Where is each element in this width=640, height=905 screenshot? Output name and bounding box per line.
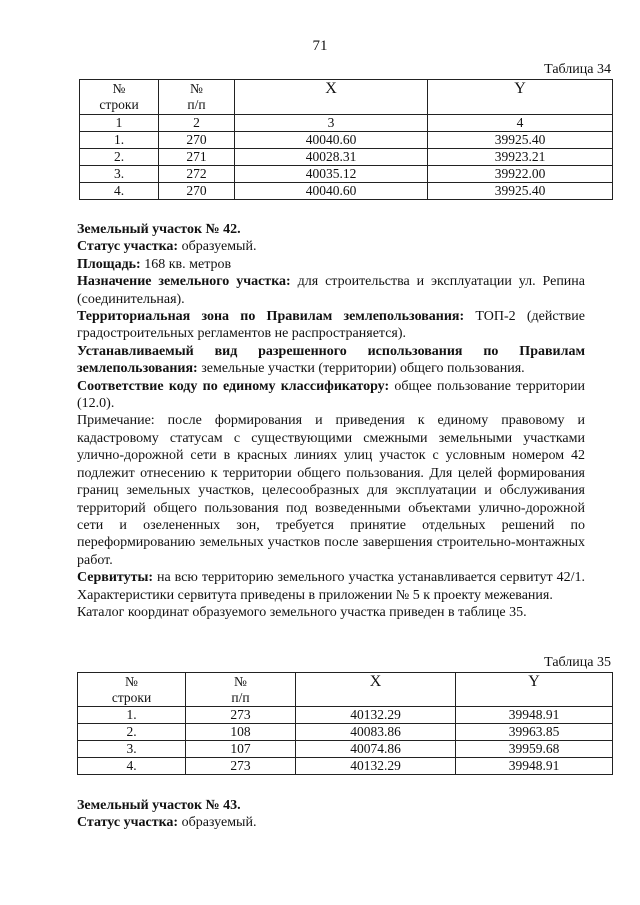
table-row [80,149,613,166]
table-row [78,724,613,741]
cell-point-number: 273 [186,758,296,775]
plot-42-use [77,343,585,378]
area-label: Площадь: [77,256,141,272]
index-cell: 4 [428,115,613,132]
header-y: Y [428,80,613,115]
cell-x: 40083.86 [296,724,456,741]
plot-42-note: Примечание: после формирования и приведения к единому правовому и кадастровому статусам с существующими смежными земельными участками улично-дорожной сети в красных линиях улиц участок с условным номером 42 подлежит отнесению к территории общего пользования. Для целей формирования границ земельных участков, целесообразных для эксплуатации и обслуживания территорий общего пользования под возведенными объектами улично-дорожной сети и озелененных зон, требуется принятие отдельных решений по переформированию земельных участков после завершения строительно-монтажных работ. [77,413,585,568]
table-34 [79,79,613,200]
classifier-value: общее пользование территории (12.0). [77,378,585,412]
servitude-label: Сервитуты: [77,570,154,586]
cell-row-number: 1. [78,707,186,724]
index-cell: 2 [159,115,235,132]
cell-point-number: 273 [186,707,296,724]
cell-y: 39959.68 [456,741,613,758]
cell-point-number: 271 [159,149,235,166]
header-y: Y [456,673,613,707]
plot-42-section [77,221,585,621]
cell-point-number: 108 [186,724,296,741]
header-row-number: № строки [78,673,186,707]
cell-x: 40040.60 [235,183,428,200]
plot-42-zone [77,308,585,343]
cell-point-number: 270 [159,132,235,149]
servitude-value: на всю территорию земельного участка устанавливается сервитут 42/1. Характеристики сервитута приведены в приложении № 5 к проекту межевания. [77,570,585,603]
table-35-caption: Таблица 35 [544,655,611,670]
header-point-number: № п/п [159,80,235,115]
cell-x: 40132.29 [296,758,456,775]
cell-x: 40035.12 [235,166,428,183]
purpose-value: для строительства и эксплуатации ул. Репина (соединительная). [77,274,586,307]
cell-row-number: 1. [80,132,159,149]
cell-row-number: 2. [80,149,159,166]
header-point-number: № п/п [186,673,296,707]
plot-42-area [77,256,585,273]
header-row-number: № строки [80,80,159,115]
zone-value: ТОП-2 (действие градостроительных регламентов не распространяется). [77,309,585,342]
index-cell: 1 [80,115,159,132]
page-number: 71 [312,38,328,54]
table-row [80,132,613,149]
cell-point-number: 272 [159,166,235,183]
header-x: X [235,80,428,115]
cell-row-number: 4. [78,758,186,775]
plot-43-status [77,814,585,831]
table-35-header-row [78,673,613,707]
area-value: 168 кв. метров [140,256,232,272]
cell-y: 39948.91 [456,707,613,724]
cell-y: 39948.91 [456,758,613,775]
cell-x: 40074.86 [296,741,456,758]
cell-y: 39922.00 [428,166,613,183]
plot-42-title: Земельный участок № 42. [77,222,241,237]
classifier-label: Соответствие коду по единому классификатору: [77,378,390,394]
table-34-header-row [80,80,613,115]
plot-43-section [77,797,585,832]
cell-point-number: 270 [159,183,235,200]
status-label: Статус участка: [77,815,179,831]
plot-42-status [77,238,585,255]
use-value: земельные участки (территории) общего пользования. [197,361,525,377]
plot-42-servitude [77,569,585,604]
table-34-index-row [80,115,613,132]
status-label: Статус участка: [77,239,179,255]
cell-row-number: 2. [78,724,186,741]
cell-row-number: 4. [80,183,159,200]
plot-42-classifier [77,378,585,413]
cell-y: 39923.21 [428,149,613,166]
plot-43-title: Земельный участок № 43. [77,798,241,813]
table-35 [77,672,613,775]
table-row [78,707,613,724]
table-row [80,183,613,200]
status-value: образуемый. [178,815,257,831]
table-row [80,166,613,183]
plot-42-catalog: Каталог координат образуемого земельного участка приведен в таблице 35. [77,604,527,620]
cell-x: 40132.29 [296,707,456,724]
table-34-caption: Таблица 34 [544,62,611,77]
header-x: X [296,673,456,707]
plot-42-purpose [77,273,585,308]
status-value: образуемый. [178,239,257,255]
table-row [78,741,613,758]
cell-row-number: 3. [80,166,159,183]
cell-point-number: 107 [186,741,296,758]
cell-y: 39925.40 [428,183,613,200]
cell-x: 40040.60 [235,132,428,149]
zone-label: Территориальная зона по Правилам землепользования: [77,309,465,325]
cell-y: 39925.40 [428,132,613,149]
table-row [78,758,613,775]
cell-row-number: 3. [78,741,186,758]
purpose-label: Назначение земельного участка: [77,274,291,290]
use-label: Устанавливаемый вид разрешенного использования по Правилам землепользования: [77,343,585,377]
cell-y: 39963.85 [456,724,613,741]
index-cell: 3 [235,115,428,132]
cell-x: 40028.31 [235,149,428,166]
